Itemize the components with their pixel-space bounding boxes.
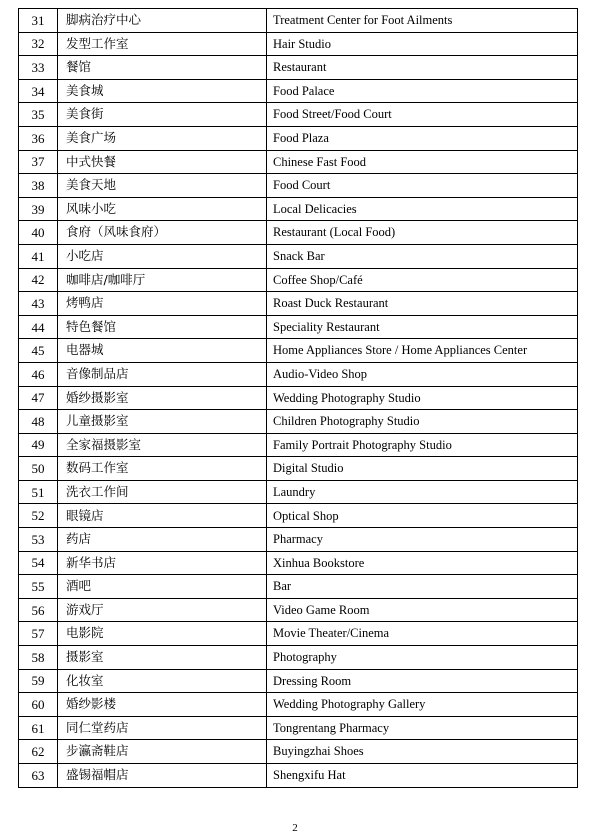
english-term: Movie Theater/Cinema: [267, 622, 578, 646]
page-number: 2: [292, 822, 298, 834]
english-term: Restaurant (Local Food): [267, 221, 578, 245]
chinese-term: 餐馆: [58, 56, 267, 80]
english-term: Audio-Video Shop: [267, 362, 578, 386]
chinese-term: 洗衣工作间: [58, 480, 267, 504]
row-number: 53: [19, 528, 58, 552]
table-row: [19, 622, 578, 646]
chinese-term: 眼镜店: [58, 504, 267, 528]
english-term: Dressing Room: [267, 669, 578, 693]
row-number: 45: [19, 339, 58, 363]
english-term: Food Palace: [267, 79, 578, 103]
row-number: 41: [19, 244, 58, 268]
table-row: [19, 598, 578, 622]
english-term: Treatment Center for Foot Ailments: [267, 9, 578, 33]
english-term: Optical Shop: [267, 504, 578, 528]
english-term: Shengxifu Hat: [267, 764, 578, 788]
chinese-term: 电影院: [58, 622, 267, 646]
table-row: [19, 504, 578, 528]
row-number: 31: [19, 9, 58, 33]
english-term: Wedding Photography Gallery: [267, 693, 578, 717]
table-row: [19, 410, 578, 434]
english-term: Family Portrait Photography Studio: [267, 433, 578, 457]
table-row: [19, 244, 578, 268]
english-term: Speciality Restaurant: [267, 315, 578, 339]
chinese-term: 数码工作室: [58, 457, 267, 481]
chinese-term: 咖啡店/咖啡厅: [58, 268, 267, 292]
row-number: 43: [19, 292, 58, 316]
row-number: 48: [19, 410, 58, 434]
chinese-term: 脚病治疗中心: [58, 9, 267, 33]
table-row: [19, 339, 578, 363]
glossary-table-body: [19, 9, 578, 788]
row-number: 57: [19, 622, 58, 646]
english-term: Restaurant: [267, 56, 578, 80]
table-row: [19, 9, 578, 33]
table-row: [19, 126, 578, 150]
english-term: Digital Studio: [267, 457, 578, 481]
table-row: [19, 386, 578, 410]
table-row: [19, 315, 578, 339]
table-row: [19, 480, 578, 504]
table-row: [19, 56, 578, 80]
row-number: 50: [19, 457, 58, 481]
table-row: [19, 740, 578, 764]
table-row: [19, 103, 578, 127]
english-term: Hair Studio: [267, 32, 578, 56]
chinese-term: 中式快餐: [58, 150, 267, 174]
chinese-term: 电器城: [58, 339, 267, 363]
row-number: 32: [19, 32, 58, 56]
chinese-term: 特色餐馆: [58, 315, 267, 339]
row-number: 62: [19, 740, 58, 764]
chinese-term: 风味小吃: [58, 197, 267, 221]
table-row: [19, 457, 578, 481]
english-term: Food Plaza: [267, 126, 578, 150]
row-number: 46: [19, 362, 58, 386]
chinese-term: 步瀛斋鞋店: [58, 740, 267, 764]
english-term: Snack Bar: [267, 244, 578, 268]
chinese-term: 美食街: [58, 103, 267, 127]
english-term: Chinese Fast Food: [267, 150, 578, 174]
chinese-term: 食府（风味食府）: [58, 221, 267, 245]
row-number: 63: [19, 764, 58, 788]
english-term: Laundry: [267, 480, 578, 504]
row-number: 49: [19, 433, 58, 457]
row-number: 56: [19, 598, 58, 622]
table-row: [19, 174, 578, 198]
row-number: 37: [19, 150, 58, 174]
english-term: Bar: [267, 575, 578, 599]
table-row: [19, 150, 578, 174]
chinese-term: 小吃店: [58, 244, 267, 268]
row-number: 52: [19, 504, 58, 528]
chinese-term: 婚纱影楼: [58, 693, 267, 717]
table-row: [19, 268, 578, 292]
chinese-term: 美食天地: [58, 174, 267, 198]
row-number: 54: [19, 551, 58, 575]
table-row: [19, 221, 578, 245]
chinese-term: 酒吧: [58, 575, 267, 599]
chinese-term: 烤鸭店: [58, 292, 267, 316]
english-term: Pharmacy: [267, 528, 578, 552]
table-row: [19, 362, 578, 386]
table-row: [19, 575, 578, 599]
english-term: Local Delicacies: [267, 197, 578, 221]
row-number: 51: [19, 480, 58, 504]
table-row: [19, 32, 578, 56]
chinese-term: 发型工作室: [58, 32, 267, 56]
table-row: [19, 693, 578, 717]
chinese-term: 全家福摄影室: [58, 433, 267, 457]
row-number: 47: [19, 386, 58, 410]
chinese-term: 同仁堂药店: [58, 716, 267, 740]
row-number: 38: [19, 174, 58, 198]
english-term: Video Game Room: [267, 598, 578, 622]
row-number: 55: [19, 575, 58, 599]
table-row: [19, 433, 578, 457]
row-number: 39: [19, 197, 58, 221]
row-number: 34: [19, 79, 58, 103]
row-number: 35: [19, 103, 58, 127]
table-row: [19, 79, 578, 103]
english-term: Photography: [267, 646, 578, 670]
table-row: [19, 528, 578, 552]
row-number: 44: [19, 315, 58, 339]
row-number: 40: [19, 221, 58, 245]
row-number: 42: [19, 268, 58, 292]
row-number: 59: [19, 669, 58, 693]
chinese-term: 婚纱摄影室: [58, 386, 267, 410]
english-term: Coffee Shop/Café: [267, 268, 578, 292]
table-row: [19, 551, 578, 575]
english-term: Food Court: [267, 174, 578, 198]
english-term: Food Street/Food Court: [267, 103, 578, 127]
english-term: Children Photography Studio: [267, 410, 578, 434]
row-number: 61: [19, 716, 58, 740]
english-term: Wedding Photography Studio: [267, 386, 578, 410]
table-row: [19, 716, 578, 740]
row-number: 36: [19, 126, 58, 150]
english-term: Roast Duck Restaurant: [267, 292, 578, 316]
english-term: Home Appliances Store / Home Appliances Center: [267, 339, 578, 363]
english-term: Xinhua Bookstore: [267, 551, 578, 575]
chinese-term: 美食广场: [58, 126, 267, 150]
glossary-table: [18, 8, 578, 788]
chinese-term: 药店: [58, 528, 267, 552]
chinese-term: 摄影室: [58, 646, 267, 670]
chinese-term: 美食城: [58, 79, 267, 103]
table-row: [19, 764, 578, 788]
chinese-term: 游戏厅: [58, 598, 267, 622]
table-row: [19, 669, 578, 693]
chinese-term: 音像制品店: [58, 362, 267, 386]
english-term: Buyingzhai Shoes: [267, 740, 578, 764]
chinese-term: 化妆室: [58, 669, 267, 693]
table-row: [19, 197, 578, 221]
chinese-term: 新华书店: [58, 551, 267, 575]
table-row: [19, 646, 578, 670]
english-term: Tongrentang Pharmacy: [267, 716, 578, 740]
chinese-term: 儿童摄影室: [58, 410, 267, 434]
chinese-term: 盛锡福帽店: [58, 764, 267, 788]
row-number: 33: [19, 56, 58, 80]
row-number: 58: [19, 646, 58, 670]
row-number: 60: [19, 693, 58, 717]
table-row: [19, 292, 578, 316]
